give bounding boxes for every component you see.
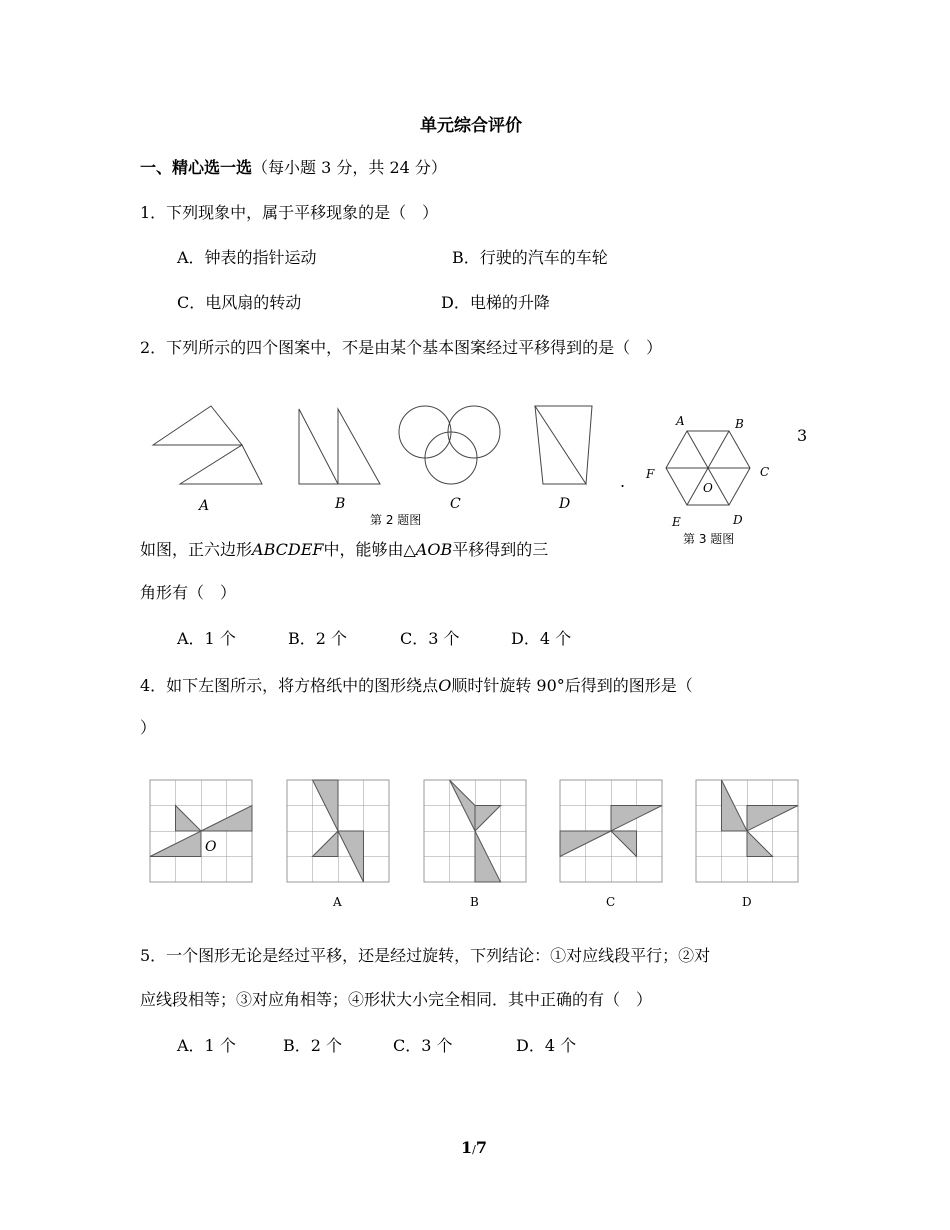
hex-label-a: A	[676, 414, 685, 428]
q4-label-a: A	[333, 895, 342, 909]
q3-triangle-name: AOB	[415, 540, 453, 559]
section-heading	[140, 158, 447, 178]
q4-option-c-grid	[560, 780, 662, 909]
hex-label-b: B	[735, 417, 744, 431]
q5-option-d: D．4 个	[516, 1036, 577, 1055]
q3-option-a: A．1 个	[177, 629, 236, 648]
question-3-line2: 角形有（ ）	[140, 583, 237, 602]
q3-hexagon-figure	[620, 410, 800, 550]
q2-label-b: B	[335, 496, 346, 512]
hex-label-o: O	[703, 481, 713, 495]
q2-label-d: D	[559, 496, 571, 512]
q4-label-b: B	[470, 895, 479, 909]
q1-option-a: A．钟表的指针运动	[177, 248, 317, 267]
q3-option-c: C．3 个	[400, 629, 460, 648]
q2-a-triangle-top	[153, 406, 242, 445]
q5-option-c: C．3 个	[393, 1036, 453, 1055]
question-3-line1	[140, 540, 548, 560]
section-title: 一、精心选一选	[140, 158, 253, 177]
q1-option-c: C．电风扇的转动	[177, 293, 302, 312]
q2-label-c: C	[450, 496, 461, 512]
q3-hexagon-name: ABCDEF	[252, 540, 324, 559]
total-pages: 7	[475, 1138, 487, 1157]
q4-point-o: O	[438, 676, 452, 695]
question-2-stem: 2．下列所示的四个图案中，不是由某个基本图案经过平移得到的是（ ）	[140, 338, 663, 357]
q4-center-label: O	[205, 839, 217, 855]
question-1-stem: 1．下列现象中，属于平移现象的是（ ）	[140, 203, 439, 222]
q4-figure	[148, 778, 808, 913]
page-title: 单元综合评价	[420, 116, 522, 136]
current-page: 1	[461, 1138, 473, 1157]
page-separator: /	[472, 1143, 476, 1156]
q4-text-b: 顺时针旋转 90°后得到的图形是（	[451, 676, 693, 695]
question-5-line2: 应线段相等；③对应角相等；④形状大小完全相同．其中正确的有（ ）	[140, 990, 653, 1009]
question-5-line1: 5．一个图形无论是经过平移，还是经过旋转，下列结论：①对应线段平行；②对	[140, 946, 711, 965]
q4-label-c: C	[606, 895, 616, 909]
q2-label-a: A	[199, 498, 210, 514]
q4-option-d-grid	[696, 780, 798, 909]
hex-label-c: C	[760, 465, 770, 479]
q5-option-a: A．1 个	[177, 1036, 236, 1055]
q4-label-d: D	[742, 895, 752, 909]
page-number	[461, 1138, 487, 1160]
q3-option-d: D．4 个	[511, 629, 572, 648]
q2-b-triangle-right	[338, 409, 380, 484]
q1-option-b: B．行驶的汽车的车轮	[452, 248, 608, 267]
q2-b-triangle-left	[299, 409, 338, 484]
q3-text-c: 平移得到的三	[452, 540, 549, 559]
hex-label-f: F	[646, 467, 655, 481]
question-3-number: 3	[797, 426, 808, 445]
hex-label-e: E	[672, 515, 681, 529]
hex-label-d: D	[733, 513, 743, 527]
question-4-stem-end: ）	[140, 718, 157, 737]
q3-text-b: 中，能够由△	[323, 540, 416, 559]
q4-option-b-grid	[424, 780, 526, 909]
q2-figure	[145, 398, 605, 533]
q2-a-triangle-bottom	[180, 445, 262, 484]
q2-c-circle-left	[399, 406, 451, 458]
q4-original-grid	[150, 780, 252, 882]
q5-option-b: B．2 个	[283, 1036, 343, 1055]
q3-caption: 第 3 题图	[683, 532, 735, 546]
question-4-stem	[140, 676, 693, 696]
q2-caption: 第 2 题图	[370, 513, 422, 527]
q4-option-a-grid	[287, 780, 389, 909]
q3-text-a: 如图，正六边形	[140, 540, 253, 559]
q3-option-b: B．2 个	[288, 629, 348, 648]
q1-option-d: D．电梯的升降	[441, 293, 550, 312]
q2-d-shape	[535, 406, 592, 484]
section-note: （每小题 3 分，共 24 分）	[252, 158, 447, 177]
q4-text-a: 4．如下左图所示，将方格纸中的图形绕点	[140, 676, 439, 695]
question-3-dot: .	[620, 472, 626, 491]
